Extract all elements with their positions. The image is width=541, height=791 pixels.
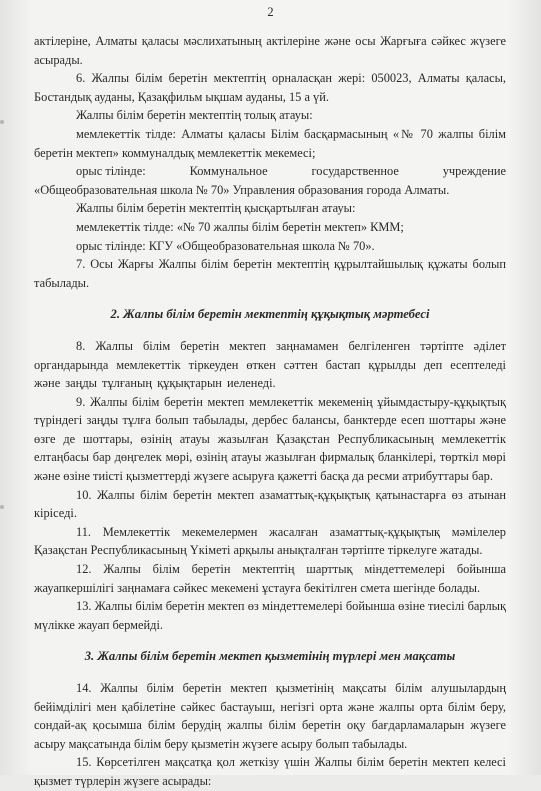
full-name-russian-word-1: Коммунальное bbox=[189, 164, 268, 179]
section-3-heading: 3. Жалпы білім беретін мектеп қызметінің түрлері мен мақсаты bbox=[84, 649, 456, 664]
full-name-russian-word-2: государственное bbox=[311, 164, 399, 179]
full-name-russian-word-3: учреждение bbox=[442, 164, 506, 179]
paragraph-11: 11. Мемлекеттік мекемелермен жасалған азаматтық-құқықтық мәмілелер Қазақстан Республикасының Үкіметі арқылы анықталған тәртіпте тіркелуге жатады. bbox=[34, 524, 506, 558]
short-name-title: Жалпы білім беретін мектептің қысқартылған атауы: bbox=[76, 201, 356, 216]
binder-hole-mark bbox=[0, 120, 4, 124]
full-name-russian-label: орыс тілінде: bbox=[76, 164, 146, 179]
paragraph-8: 8. Жалпы білім беретін мектеп заңнамамен белгіленген тәртіпте әділет органдарында мемлекеттік тіркеуден өткен сәттен бастап құрылды деп есептеледі және заңды тұлғаның құқықтарын иеленеді. bbox=[34, 338, 506, 391]
short-name-kazakh: мемлекеттік тілде: «№ 70 жалпы білім беретін мектеп» КММ; bbox=[76, 219, 404, 234]
document-body bbox=[34, 32, 506, 791]
paragraph-14: 14. Жалпы білім беретін мектеп қызметінің мақсаты білім алушылардың бейімділігі мен қабілетіне сәйкес бастауыш, негізгі орта және жалпы орта білім беру, сондай-ақ қосымша білім берудің жалпы білім беретін оқу бағдарламаларын жүзеге асыру мақсатында білім беру қызметін жүзеге асыру болып табылады. bbox=[34, 681, 506, 751]
paragraph-15: 15. Көрсетілген мақсатқа қол жеткізу үшін Жалпы білім беретін мектеп келесі қызмет түрлерін жүзеге асырады: bbox=[34, 755, 506, 788]
short-name-russian: орыс тілінде: КГУ «Общеобразовательная школа № 70». bbox=[76, 238, 375, 253]
paragraph-12: 12. Жалпы білім беретін мектептің шарттық міндеттемелері бойынша жауапкершілігі заңнамаға сәйкес мекемені ұстауға бекітілген смета шегінде болады. bbox=[34, 562, 506, 595]
full-name-kazakh: мемлекеттік тілде: Алматы қаласы Білім басқармасының «№ 70 жалпы білім беретін мектеп» коммуналдық мемлекеттік мекемесі; bbox=[34, 126, 506, 160]
paragraph-7: 7. Осы Жарғы Жалпы білім беретін мектептің құрылтайшылық құжаты болып табылады. bbox=[34, 257, 506, 290]
full-name-russian-continuation: «Общеобразовательная школа № 70» Управления образования города Алматы. bbox=[34, 182, 450, 197]
page-number: 2 bbox=[267, 5, 274, 19]
paragraph-13: 13. Жалпы білім беретін мектеп өз міндеттемелері бойынша өзіне тиесілі барлық мүлікке жауап бермейді. bbox=[34, 599, 506, 632]
paragraph-6-location: 6. Жалпы білім беретін мектептің орналасқан жері: 050023, Алматы қаласы, Бостандық ауданы, Қазақфильм ықшам ауданы, 15 а үй. bbox=[34, 71, 506, 104]
full-name-russian-line bbox=[34, 162, 506, 181]
paragraph-10: 10. Жалпы білім беретін мектеп азаматтық-құқықтық қатынастарға өз атынан кіріседі. bbox=[34, 487, 506, 521]
paragraph-9: 9. Жалпы білім беретін мектеп мемлекеттік мекеменің ұйымдастыру-құқықтық түріндегі заңды тұлға болып табылады, дербес балансы, банктерде есеп шоттары және өзге де шоттары, өзінің атауы жазылған Қазақстан Республикасының мемлекеттік елтаңбасы бар дөңгелек мөрі, өзінің атауы жазылған фирмалық бланкілері, төрткіл мөрі және өзіне тиісті қызметтерді жүзеге асыруға қажетті басқа да ресми атрибуттары бар. bbox=[34, 394, 506, 484]
paragraph-continuation: актілеріне, Алматы қаласы мәслихатының актілеріне және осы Жарғыға сәйкес жүзеге асырады. bbox=[34, 34, 506, 67]
full-name-title: Жалпы білім беретін мектептің толық атауы: bbox=[76, 108, 313, 123]
binder-hole-mark bbox=[0, 505, 4, 509]
section-2-heading: 2. Жалпы білім беретін мектептің құқықтық мәртебесі bbox=[110, 307, 430, 322]
